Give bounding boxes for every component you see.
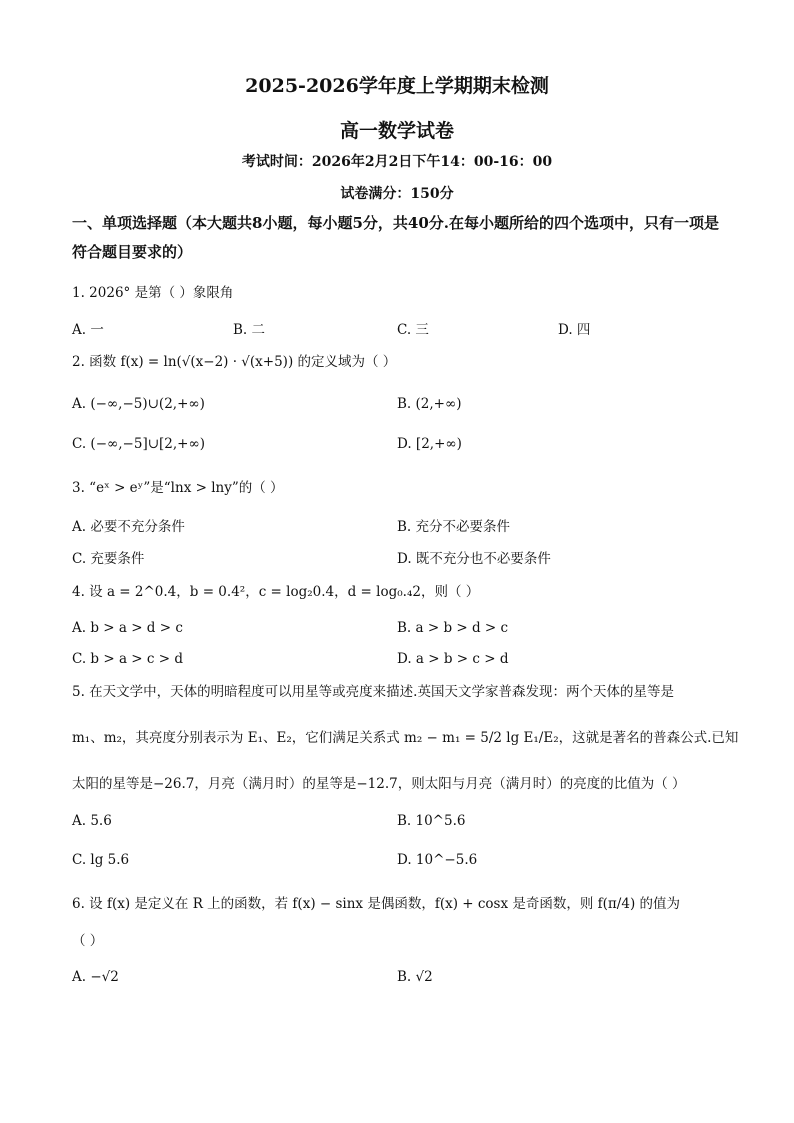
q6-option-b: B. √2: [397, 969, 433, 985]
q5-option-b: B. 10^5.6: [397, 813, 466, 829]
q6-option-a: A. −√2: [72, 969, 119, 985]
question-1-stem: 1. 2026° 是第（ ）象限角: [72, 285, 234, 301]
q4-option-c: C. b > a > c > d: [72, 651, 184, 667]
q1-option-d: D. 四: [558, 322, 591, 338]
question-3-stem: 3. “eˣ > eʸ”是“lnx > lny”的（ ）: [72, 480, 284, 496]
question-6-stem-line-2: （ ）: [72, 933, 104, 949]
q3-option-a: A. 必要不充分条件: [72, 519, 185, 535]
question-5-stem-line-1: 5. 在天文学中，天体的明暗程度可以用星等或亮度来描述.英国天文学家普森发现：两个天体的星等是: [72, 684, 674, 700]
question-6-stem-line-1: 6. 设 f(x) 是定义在 R 上的函数，若 f(x) − sinx 是偶函数，f(x) + cosx 是奇函数，则 f(π/4) 的值为: [72, 896, 681, 912]
question-5-stem-line-2: m₁、m₂，其亮度分别表示为 E₁、E₂，它们满足关系式 m₂ − m₁ = 5/2 lg E₁/E₂，这就是著名的普森公式.已知: [72, 730, 739, 746]
q1-option-a: A. 一: [72, 322, 104, 338]
question-4-stem: 4. 设 a = 2^0.4，b = 0.4²，c = log₂0.4，d = log₀.₄2，则（ ）: [72, 584, 480, 600]
q3-option-b: B. 充分不必要条件: [397, 519, 511, 535]
q2-option-d: D. [2,+∞): [397, 436, 462, 452]
q1-option-b: B. 二: [233, 322, 266, 338]
q3-option-d: D. 既不充分也不必要条件: [397, 551, 551, 567]
exam-title: 2025-2026学年度上学期期末检测: [245, 75, 549, 97]
q4-option-b: B. a > b > d > c: [397, 620, 509, 636]
exam-time: 考试时间：2026年2月2日下午14：00-16：00: [241, 154, 553, 170]
section-heading: 一、单项选择题（本大题共8小题，每小题5分，共40分.在每小题所给的四个选项中，只有一项是符合题目要求的）: [72, 214, 719, 261]
q1-option-c: C. 三: [397, 322, 429, 338]
full-score: 试卷满分：150分: [340, 186, 454, 202]
q5-option-c: C. lg 5.6: [72, 852, 130, 868]
question-5-stem-line-3: 太阳的星等是−26.7，月亮（满月时）的星等是−12.7，则太阳与月亮（满月时）的亮度的比值为（ ）: [72, 776, 686, 792]
q5-option-d: D. 10^−5.6: [397, 852, 478, 868]
q5-option-a: A. 5.6: [72, 813, 112, 829]
exam-subtitle: 高一数学试卷: [339, 120, 454, 142]
question-2-stem: 2. 函数 f(x) = ln(√(x−2) · √(x+5)) 的定义域为（ ）: [72, 354, 397, 370]
q4-option-d: D. a > b > c > d: [397, 651, 509, 667]
q3-option-c: C. 充要条件: [72, 551, 145, 567]
q2-option-c: C. (−∞,−5]∪[2,+∞): [72, 436, 205, 452]
q2-option-b: B. (2,+∞): [397, 396, 462, 412]
q4-option-a: A. b > a > d > c: [72, 620, 183, 636]
q2-option-a: A. (−∞,−5)∪(2,+∞): [72, 396, 205, 412]
